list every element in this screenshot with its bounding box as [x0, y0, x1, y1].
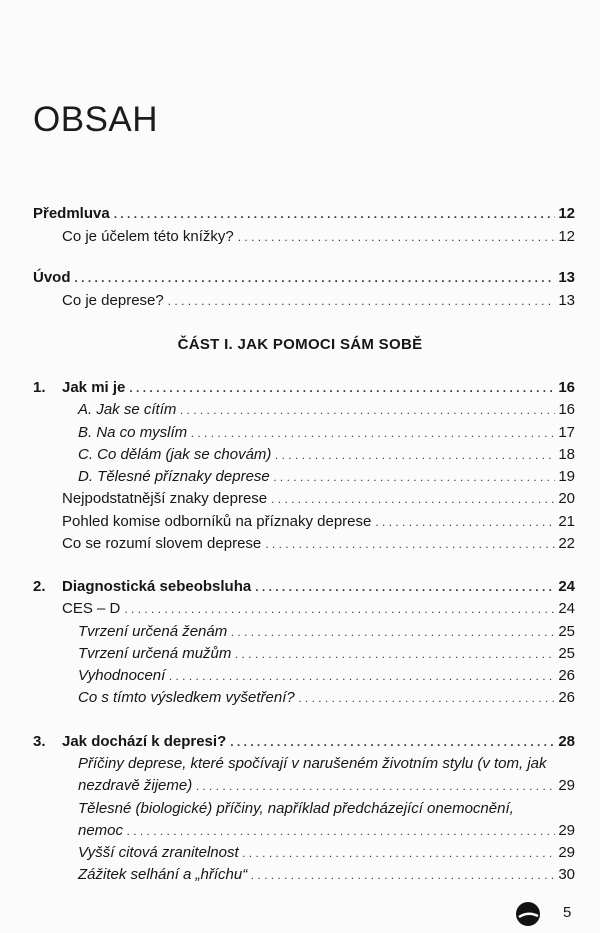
- dot-leader: [271, 489, 555, 509]
- entry-page: 30: [558, 866, 575, 883]
- entry-label: Vyhodnocení: [78, 667, 166, 684]
- entry-page: 26: [558, 667, 575, 684]
- entry-page: 13: [558, 292, 575, 309]
- toc-entry[interactable]: [62, 534, 575, 554]
- dot-leader: [180, 400, 555, 420]
- toc-entry-chapter-1[interactable]: [62, 378, 575, 398]
- entry-label: Co je deprese?: [62, 292, 164, 309]
- entry-page: 16: [558, 401, 575, 418]
- publisher-mark-icon: [515, 901, 541, 927]
- toc-entry[interactable]: [78, 865, 575, 885]
- dot-leader: [191, 423, 555, 443]
- dot-leader: [251, 865, 555, 885]
- dot-leader: [299, 688, 556, 708]
- entry-page: 29: [558, 844, 575, 861]
- dot-leader: [243, 843, 556, 863]
- dot-leader: [265, 534, 555, 554]
- toc-entry-chapter-3[interactable]: [62, 732, 575, 752]
- page-number: 5: [563, 904, 572, 921]
- entry-label: Pohled komise odborníků na příznaky deprese: [62, 513, 372, 530]
- entry-label-line-2: nemoc: [78, 822, 124, 839]
- toc-entry[interactable]: [78, 821, 575, 841]
- entry-page: 29: [558, 822, 575, 839]
- toc-entry[interactable]: [78, 445, 575, 465]
- entry-page: 16: [558, 379, 575, 396]
- entry-label: CES – D: [62, 600, 121, 617]
- toc-entry-preface[interactable]: [33, 204, 575, 224]
- toc-entry-preface-purpose[interactable]: [62, 227, 575, 247]
- entry-label: D. Tělesné příznaky deprese: [78, 468, 270, 485]
- chapter-number: 2.: [33, 578, 46, 595]
- toc-entry[interactable]: [78, 423, 575, 443]
- part-heading: ČÁST I. JAK POMOCI SÁM SOBĚ: [177, 336, 423, 353]
- entry-label: C. Co dělám (jak se chovám): [78, 446, 272, 463]
- toc-entry[interactable]: [78, 467, 575, 487]
- entry-label: Jak mi je: [62, 379, 126, 396]
- dot-leader: [127, 821, 555, 841]
- entry-label: Zážitek selhání a „hříchu“: [78, 866, 248, 883]
- entry-label: Co je účelem této knížky?: [62, 228, 234, 245]
- toc-entry[interactable]: [78, 400, 575, 420]
- dot-leader: [114, 204, 556, 224]
- dot-leader: [255, 577, 555, 597]
- entry-page: 17: [558, 424, 575, 441]
- toc-entry[interactable]: [78, 622, 575, 642]
- dot-leader: [124, 599, 555, 619]
- entry-page: 29: [558, 777, 575, 794]
- dot-leader: [75, 268, 556, 288]
- dot-leader: [230, 732, 555, 752]
- entry-page: 12: [558, 228, 575, 245]
- entry-page: 13: [558, 269, 575, 286]
- entry-page: 22: [558, 535, 575, 552]
- entry-page: 20: [558, 490, 575, 507]
- entry-label: Jak dochází k depresi?: [62, 733, 227, 750]
- entry-label-line-2: nezdravě žijeme): [78, 777, 193, 794]
- toc-entry[interactable]: [78, 688, 575, 708]
- dot-leader: [168, 291, 556, 311]
- entry-page: 18: [558, 446, 575, 463]
- entry-page: 28: [558, 733, 575, 750]
- dot-leader: [275, 445, 555, 465]
- dot-leader: [238, 227, 556, 247]
- entry-label: Diagnostická sebeobsluha: [62, 578, 252, 595]
- entry-page: 24: [558, 600, 575, 617]
- toc-entry[interactable]: [78, 644, 575, 664]
- entry-page: 25: [558, 623, 575, 640]
- chapter-number: 3.: [33, 733, 46, 750]
- entry-label: Co se rozumí slovem deprese: [62, 535, 262, 552]
- chapter-number: 1.: [33, 379, 46, 396]
- entry-label-line-1: Tělesné (biologické) příčiny, například předcházející onemocnění,: [78, 800, 514, 817]
- entry-page: 25: [558, 645, 575, 662]
- dot-leader: [196, 776, 555, 796]
- entry-label: A. Jak se cítím: [78, 401, 177, 418]
- entry-page: 24: [558, 578, 575, 595]
- dot-leader: [231, 622, 555, 642]
- dot-leader: [129, 378, 555, 398]
- entry-label: Předmluva: [33, 205, 110, 222]
- entry-label-line-1: Příčiny deprese, které spočívají v narušeném životním stylu (v tom, jak: [78, 755, 547, 772]
- entry-label: B. Na co myslím: [78, 424, 188, 441]
- entry-page: 26: [558, 689, 575, 706]
- entry-page: 21: [558, 513, 575, 530]
- entry-label: Tvrzení určená mužům: [78, 645, 232, 662]
- entry-label: Úvod: [33, 269, 71, 286]
- toc-entry[interactable]: [78, 666, 575, 686]
- entry-page: 19: [558, 468, 575, 485]
- entry-label: Vyšší citová zranitelnost: [78, 844, 239, 861]
- toc-entry-intro-what[interactable]: [62, 291, 575, 311]
- toc-entry[interactable]: [62, 489, 575, 509]
- page-title: OBSAH: [33, 100, 159, 139]
- toc-entry-chapter-2[interactable]: [62, 577, 575, 597]
- toc-entry[interactable]: [78, 776, 575, 796]
- toc-entry[interactable]: [62, 599, 575, 619]
- entry-label: Co s tímto výsledkem vyšetření?: [78, 689, 295, 706]
- toc-entry[interactable]: [62, 512, 575, 532]
- entry-label: Tvrzení určená ženám: [78, 623, 228, 640]
- toc-entry-intro[interactable]: [33, 268, 575, 288]
- entry-label: Nejpodstatnější znaky deprese: [62, 490, 268, 507]
- dot-leader: [375, 512, 555, 532]
- dot-leader: [274, 467, 556, 487]
- entry-page: 12: [558, 205, 575, 222]
- dot-leader: [235, 644, 555, 664]
- toc-entry[interactable]: [78, 843, 575, 863]
- dot-leader: [169, 666, 555, 686]
